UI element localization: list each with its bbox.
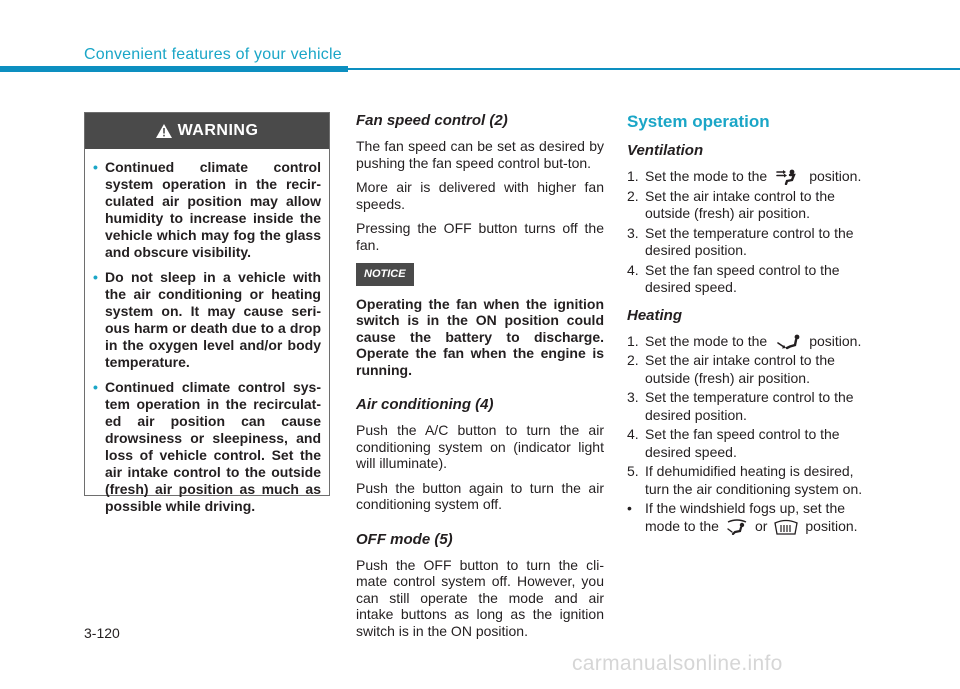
ventilation-steps: [627, 168, 879, 297]
warning-title: WARNING: [177, 122, 259, 139]
heating-step: 1. Set the mode to the position.: [627, 332, 862, 349]
face-vent-mode-icon: [773, 169, 803, 185]
off-mode-paragraph: Push the OFF button to turn the cli-mate control system off. However, you can still operate the mode and air intake buttons as long as the ignition switch is in the ON position.: [356, 556, 604, 639]
heating-steps: [627, 333, 879, 536]
fan-speed-paragraph: The fan speed can be set as desired by pushing the fan speed control but-ton.: [356, 138, 604, 171]
middle-column: [356, 112, 604, 647]
notice-badge: NOTICE: [356, 263, 414, 286]
warning-triangle-icon: [156, 124, 172, 138]
fan-speed-heading: Fan speed control (2): [356, 112, 508, 129]
ventilation-heading: Ventilation: [627, 142, 704, 159]
warning-box: [84, 112, 330, 514]
heating-step: 5. If dehumidified heating is desired, turn the air conditioning system on.: [627, 463, 863, 497]
air-conditioning-paragraph: Push the A/C button to turn the air conditioning system on (indicator light will illuminate).: [356, 422, 604, 471]
section-header: Convenient features of your vehicle: [84, 46, 342, 63]
floor-defrost-mode-icon: [725, 519, 749, 535]
heating-bullet: • If the windshield fogs up, set the mode to the or position.: [627, 500, 858, 534]
system-operation-heading: System operation: [627, 112, 770, 131]
warning-header: [85, 113, 329, 149]
header-rule-thin: [348, 68, 960, 70]
right-column: [627, 112, 879, 537]
warning-item: • Continued climate control sys-tem operation in the recirculat-ed air position can cause drowsiness or sleepiness, and loss of vehicle control. Set the air intake control to the outside (fresh) air position as much as possible while driving.: [93, 379, 321, 515]
warning-item: • Continued climate control system operation in the recir-culated air position may allow humidity to increase inside the vehicle which may fog the glass and obscure visibility.: [93, 159, 321, 261]
page-number: 3-120: [84, 625, 120, 641]
warning-item: • Do not sleep in a vehicle with the air conditioning or heating system on. It may cause seri-ous harm or death due to a drop in the oxygen level and/or body temperature.: [93, 269, 321, 371]
ventilation-step: 1. Set the mode to the position.: [627, 168, 862, 184]
fan-speed-paragraph: More air is delivered with higher fan speeds.: [356, 179, 604, 212]
ventilation-step: 2. Set the air intake control to the outside (fresh) air position.: [627, 187, 835, 221]
watermark: carmanualsonline.info: [572, 652, 783, 675]
air-conditioning-paragraph: Push the button again to turn the air conditioning system off.: [356, 479, 604, 512]
floor-mode-icon: [773, 334, 803, 350]
off-mode-heading: OFF mode (5): [356, 530, 453, 548]
ventilation-step: 3. Set the temperature control to the desired position.: [627, 224, 854, 258]
header-rule: [0, 66, 348, 72]
heating-heading: Heating: [627, 306, 683, 324]
ventilation-step: 4. Set the fan speed control to the desired speed.: [627, 261, 840, 295]
defrost-mode-icon: [773, 519, 799, 535]
heating-step: 2. Set the air intake control to the outside (fresh) air position.: [627, 352, 835, 386]
fan-speed-paragraph: Pressing the OFF button turns off the fan.: [356, 220, 604, 253]
heating-step: 3. Set the temperature control to the desired position.: [627, 389, 854, 423]
heating-step: 4. Set the fan speed control to the desired speed.: [627, 426, 840, 460]
air-conditioning-heading: Air conditioning (4): [356, 396, 494, 413]
notice-text: Operating the fan when the ignition switch is in the ON position could cause the battery to discharge. Operate the fan when the engine is running.: [356, 295, 604, 378]
warning-list: [85, 149, 329, 515]
